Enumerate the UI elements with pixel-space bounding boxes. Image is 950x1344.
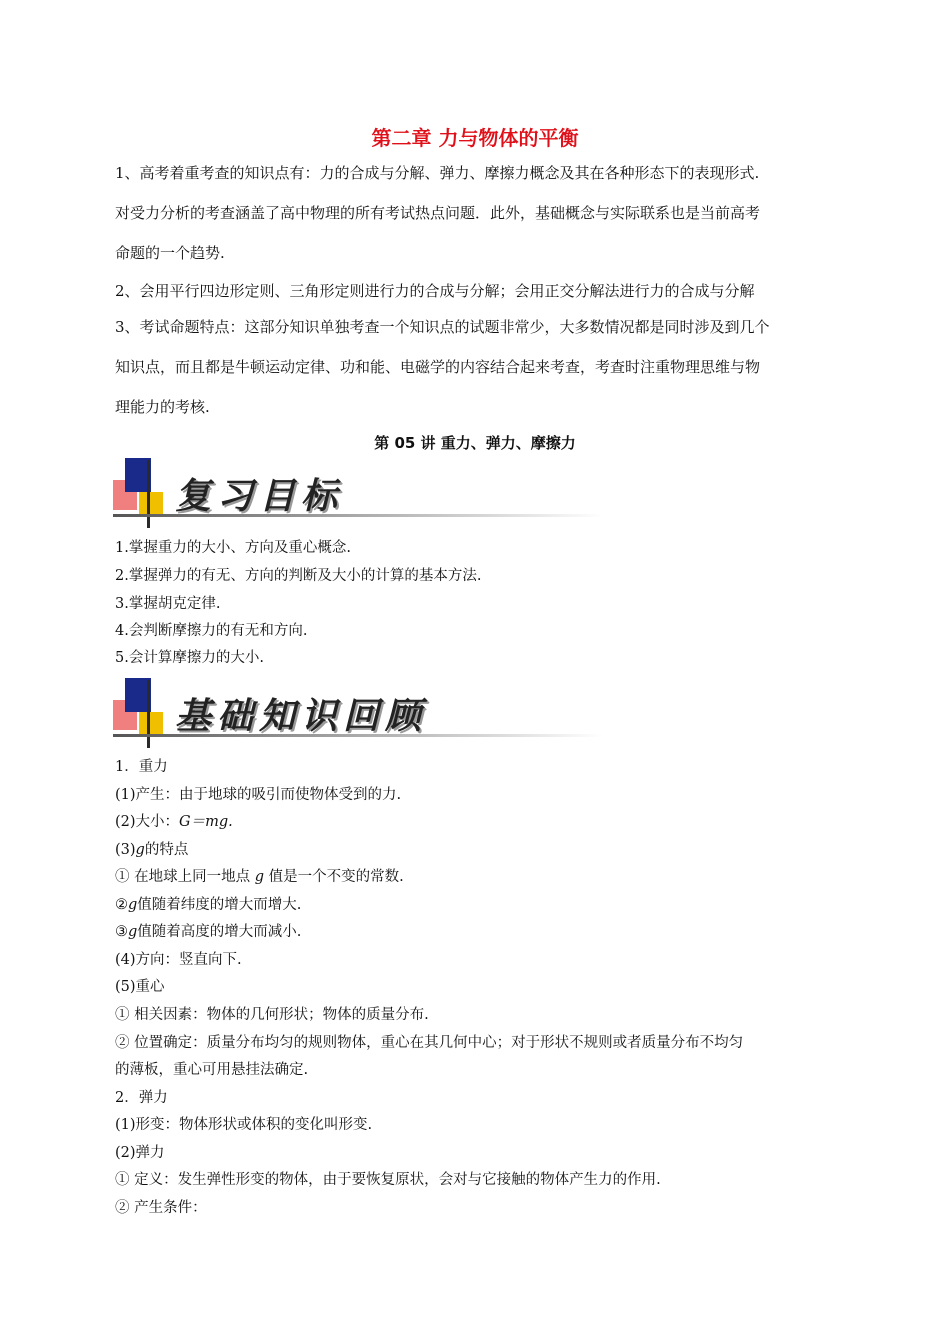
g-point-1 (115, 870, 404, 885)
gravity-direction: (4)方向：竖直向下. (115, 952, 242, 968)
intro-paragraph-1-line-1: 1、高考着重考查的知识点有：力的合成与分解、弹力、摩擦力概念及其在各种形态下的表现形式. (115, 164, 760, 182)
center-of-gravity-heading: (5)重心 (115, 979, 165, 995)
gravity-heading: 1．重力 (115, 759, 168, 775)
goal-item: 5.会计算摩擦力的大小. (115, 650, 264, 666)
g-symbol: g (254, 869, 265, 885)
goal-item: 4.会判断摩擦力的有无和方向. (115, 623, 308, 639)
gravity-size (115, 815, 233, 830)
review-goals-banner-title: 复习目标 (175, 475, 344, 517)
g-point-2-prefix: ② (115, 897, 128, 913)
g-characteristics-heading (115, 843, 188, 858)
g-char-suffix: 的特点 (144, 842, 189, 858)
basic-review-banner (113, 678, 603, 750)
elastic-heading: 2．弹力 (115, 1090, 168, 1106)
intro-paragraph-3-line-2: 知识点，而且都是牛顿运动定律、功和能、电磁学的内容结合起来考查，考查时注重物理思维与物 (115, 358, 761, 376)
g-point-3-prefix: ③ (115, 924, 128, 940)
g-point-3-suffix: 值随着高度的增大而减小. (137, 924, 302, 940)
intro-paragraph-3-line-3: 理能力的考核. (115, 398, 210, 416)
intro-paragraph-1-line-2: 对受力分析的考查涵盖了高中物理的所有考试热点问题．此外，基础概念与实际联系也是当前高考 (115, 204, 761, 222)
g-point-2-suffix: 值随着纬度的增大而增大. (137, 897, 302, 913)
g-symbol: g (128, 924, 138, 940)
cg-point-1: ① 相关因素：物体的几何形状；物体的质量分布. (115, 1007, 429, 1023)
g-symbol: g (128, 897, 138, 913)
basic-review-banner-title: 基础知识回顾 (175, 695, 428, 737)
g-symbol: g (135, 842, 145, 858)
elastic-definition: ① 定义：发生弹性形变的物体，由于要恢复原状，会对与它接触的物体产生力的作用. (115, 1172, 661, 1188)
review-goals-banner (113, 458, 603, 530)
g-point-1-suffix: 值是一个不变的常数. (264, 869, 404, 885)
goal-item: 3.掌握胡克定律. (115, 596, 221, 612)
goal-item: 2.掌握弹力的有无、方向的判断及大小的计算的基本方法. (115, 568, 482, 584)
g-point-1-prefix: ① 在地球上同一地点 (115, 869, 255, 885)
g-point-3 (115, 925, 301, 940)
intro-paragraph-3-line-1: 3、考试命题特点：这部分知识单独考查一个知识点的试题非常少，大多数情况都是同时涉及到几个 (115, 318, 770, 336)
gravity-size-label: (2)大小： (115, 814, 180, 830)
intro-paragraph-2: 2、会用平行四边形定则、三角形定则进行力的合成与分解；会用正交分解法进行力的合成与分解 (115, 282, 755, 300)
gravity-produce: (1)产生：由于地球的吸引而使物体受到的力. (115, 787, 402, 803)
cg-point-2-line-2: 的薄板，重心可用悬挂法确定. (115, 1062, 309, 1078)
elastic-subheading: (2)弹力 (115, 1145, 165, 1161)
intro-paragraph-1-line-3: 命题的一个趋势. (115, 244, 225, 262)
cg-point-2-line-1: ② 位置确定：质量分布均匀的规则物体，重心在其几何中心；对于形状不规则或者质量分布不均匀 (115, 1035, 744, 1051)
g-point-2 (115, 898, 301, 913)
chapter-title: 第二章 力与物体的平衡 (371, 126, 579, 150)
g-char-prefix: (3) (115, 842, 136, 858)
lecture-title: 第 05 讲 重力、弹力、摩擦力 (374, 434, 576, 452)
goal-item: 1.掌握重力的大小、方向及重心概念. (115, 540, 351, 556)
gravity-formula: G＝mg. (179, 814, 233, 830)
deformation: (1)形变：物体形状或体积的变化叫形变. (115, 1117, 373, 1133)
elastic-condition: ② 产生条件： (115, 1200, 207, 1216)
